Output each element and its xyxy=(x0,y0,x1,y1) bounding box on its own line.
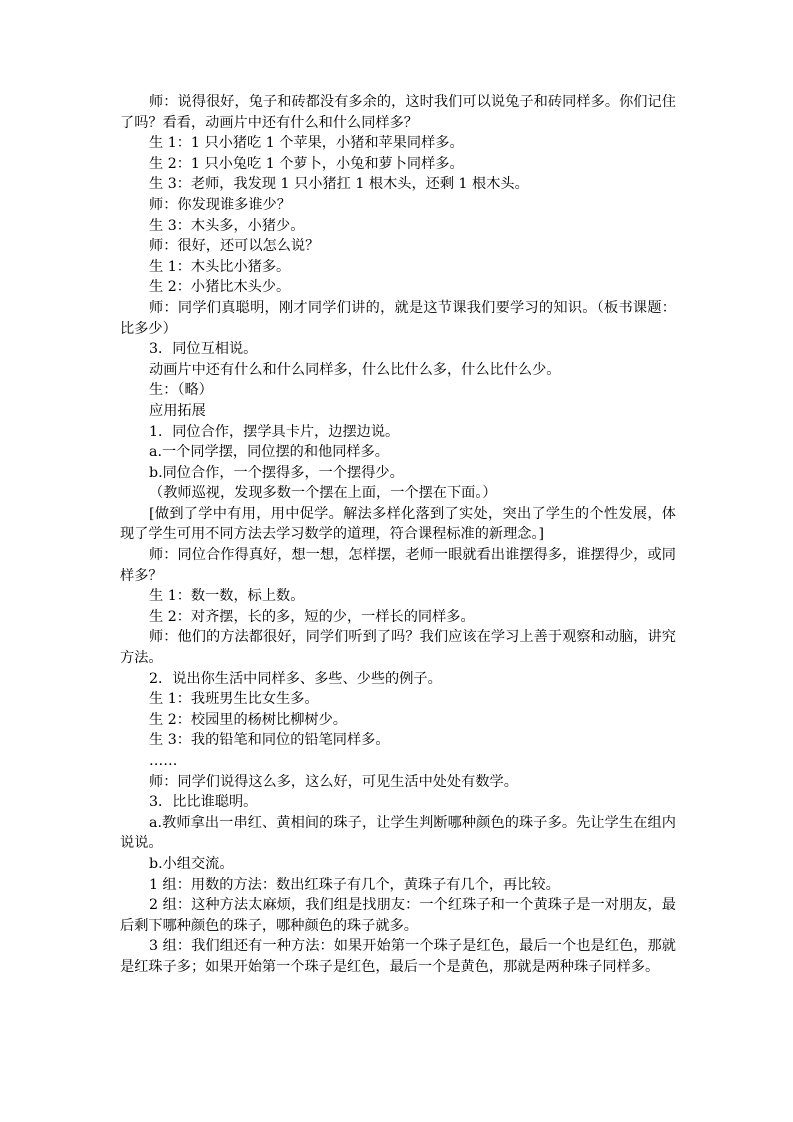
paragraph: 生 1：1 只小猪吃 1 个苹果，小猪和苹果同样多。 xyxy=(149,135,464,152)
section-heading: 应用拓展 xyxy=(149,402,206,419)
paragraph: b.小组交流。 xyxy=(149,855,234,872)
paragraph: 3 组：我们组还有一种方法：如果开始第一个珠子是红色，最后一个也是红色，那就是红珠子多；如果开始第一个珠子是红色，最后一个是黄色，那就是两种珠子同样多。 xyxy=(120,938,676,975)
paragraph: （教师巡视，发现多数一个摆在上面，一个摆在下面。） xyxy=(149,485,497,502)
section-heading: 3．同位互相说。 xyxy=(149,341,258,358)
paragraph: 师：他们的方法都很好，同学们听到了吗？我们应该在学习上善于观察和动脑，讲究方法。 xyxy=(120,629,676,667)
section-heading: 1．同位合作，摆学具卡片，边摆边说。 xyxy=(149,423,400,440)
paragraph: b.同位合作，一个摆得多，一个摆得少。 xyxy=(149,464,404,481)
paragraph: a.一个同学摆，同位摆的和他同样多。 xyxy=(149,444,389,461)
paragraph: 生 2：校园里的杨树比柳树少。 xyxy=(149,711,347,728)
paragraph: 生 3：老师，我发现 1 只小猪扛 1 根木头，还剩 1 根木头。 xyxy=(149,176,529,193)
paragraph: 生 3：木头多，小猪少。 xyxy=(149,217,305,234)
paragraph: 师：很好，还可以怎么说？ xyxy=(149,238,320,255)
paragraph: 生 1：数一数，标上数。 xyxy=(149,588,305,605)
paragraph: 生 2：小猪比木头少。 xyxy=(149,279,291,296)
paragraph: 生 1：木头比小猪多。 xyxy=(149,258,291,275)
paragraph: 师：说得很好，兔子和砖都没有多余的，这时我们可以说兔子和砖同样多。你们记住了吗？看看，动画片中还有什么和什么同样多？ xyxy=(120,94,676,131)
paragraph: 师：同学们说得这么多，这么好，可见生活中处处有数学。 xyxy=(149,773,518,790)
commentary-paragraph: [做到了学中有用，用中促学。解法多样化落到了实处，突出了学生的个性发展，体现了学生可用不同方法去学习数学的道理，符合课程标准的新理念。] xyxy=(120,505,676,543)
paragraph: 2 组：这种方法太麻烦，我们组是找朋友：一个红珠子和一个黄珠子是一对朋友，最后剩下哪种颜色的珠子，哪种颜色的珠子就多。 xyxy=(120,897,676,934)
paragraph: 生 3：我的铅笔和同位的铅笔同样多。 xyxy=(149,732,390,749)
section-heading: 3．比比谁聪明。 xyxy=(149,794,258,811)
paragraph: 师：同学们真聪明，刚才同学们讲的，就是这节课我们要学习的知识。（板书课题：比多少） xyxy=(120,299,676,337)
paragraph: 生 2：对齐摆，长的多，短的少，一样长的同样多。 xyxy=(149,608,475,625)
section-heading: 2．说出你生活中同样多、多些、少些的例子。 xyxy=(149,670,442,687)
ellipsis: …… xyxy=(149,753,178,769)
paragraph: 生：（略） xyxy=(149,382,213,399)
paragraph: 1 组：用数的方法：数出红珠子有几个，黄珠子有几个，再比较。 xyxy=(149,876,560,893)
paragraph: 生 1：我班男生比女生多。 xyxy=(149,691,319,708)
paragraph: 师：你发现谁多谁少？ xyxy=(149,196,291,213)
paragraph: 动画片中还有什么和什么同样多，什么比什么多，什么比什么少。 xyxy=(149,361,561,378)
paragraph: a.教师拿出一串红、黄相间的珠子，让学生判断哪种颜色的珠子多。先让学生在组内说说。 xyxy=(120,814,676,852)
paragraph: 生 2：1 只小兔吃 1 个萝卜，小兔和萝卜同样多。 xyxy=(149,155,464,172)
document-body xyxy=(120,92,676,978)
paragraph: 师：同位合作得真好，想一想，怎样摆，老师一眼就看出谁摆得多，谁摆得少，或同样多？ xyxy=(120,547,676,584)
